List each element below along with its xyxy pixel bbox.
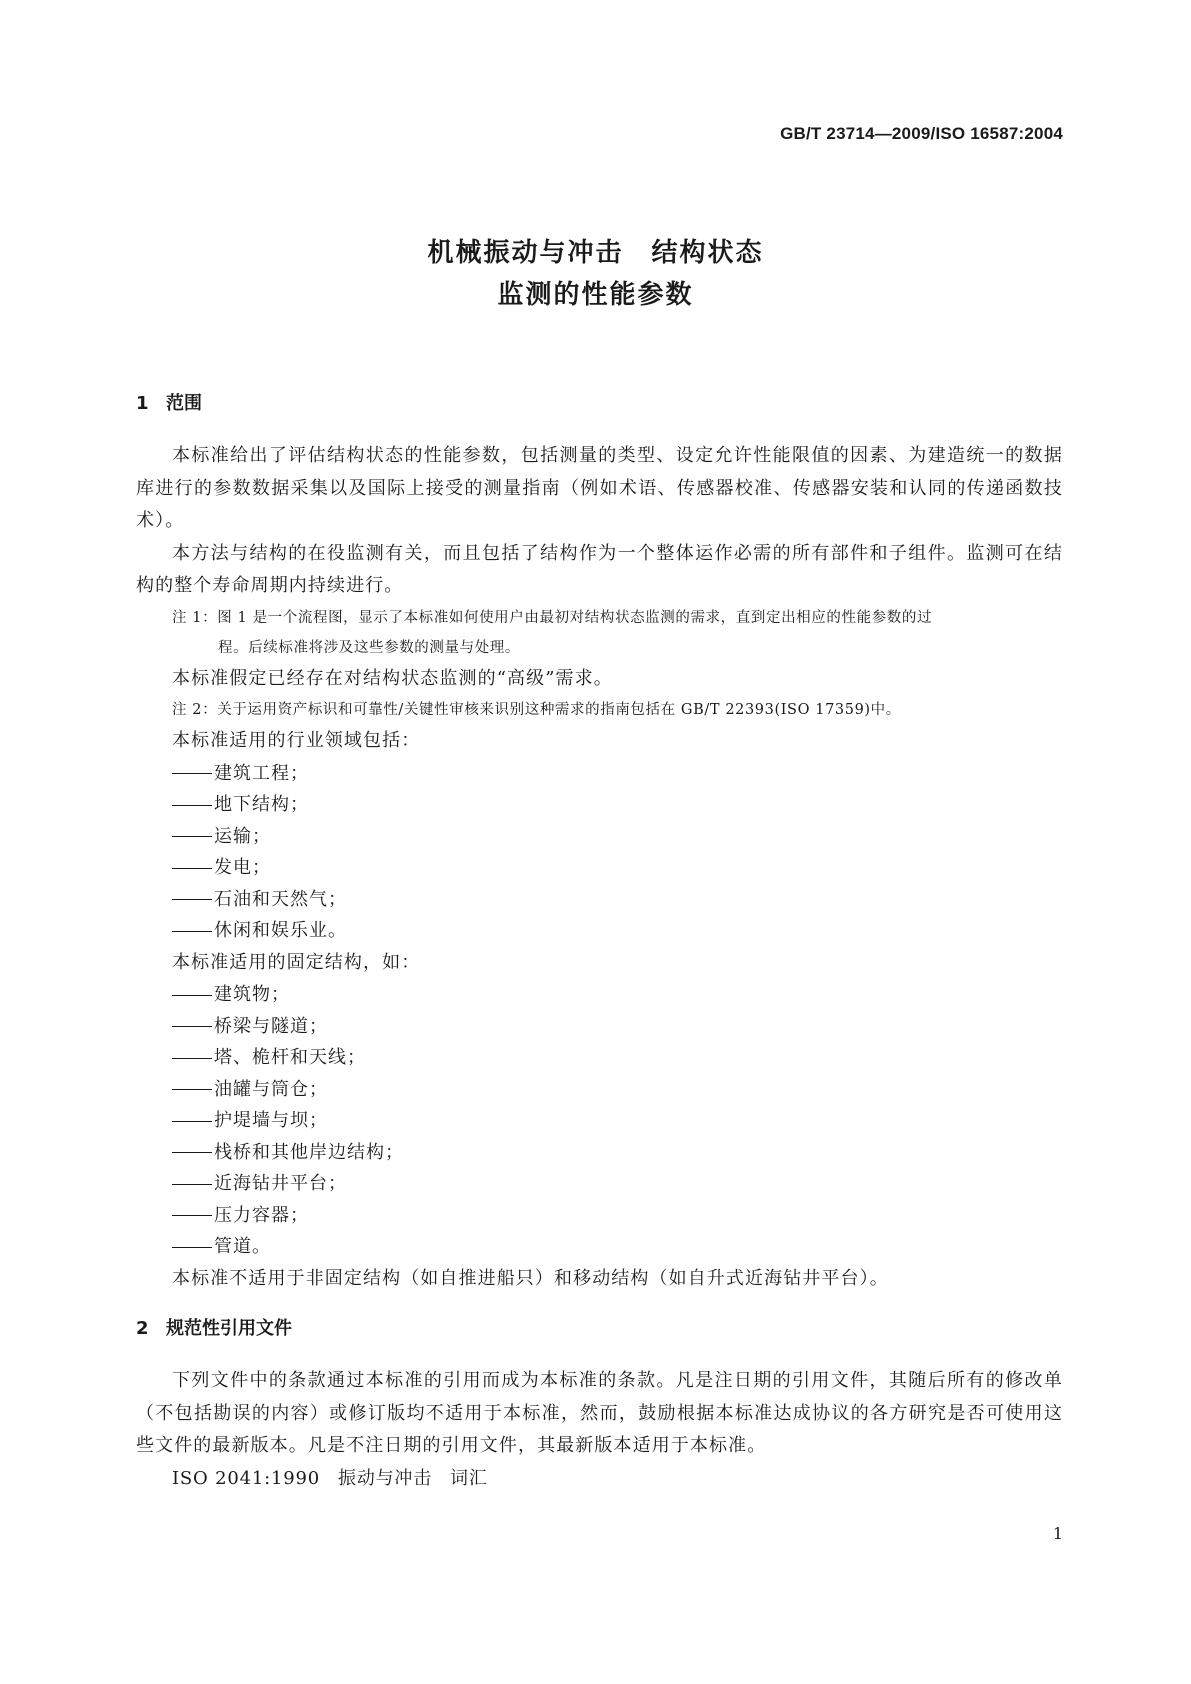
list-item: 发电；	[136, 852, 1063, 884]
note-1-line-1: 注 1：图 1 是一个流程图，显示了本标准如何使用户由最初对结构状态监测的需求，直到定出相应的性能参数的过	[172, 609, 933, 626]
list-item: 近海钻井平台；	[136, 1168, 1063, 1200]
document-title	[0, 232, 1191, 316]
list-item: 运输；	[136, 821, 1063, 853]
list-item: 休闲和娱乐业。	[136, 915, 1063, 947]
reference-title: 振动与冲击	[338, 1467, 433, 1489]
section-title: 范围	[166, 393, 202, 414]
structure-list	[136, 979, 1063, 1263]
title-line-1: 机械振动与冲击 结构状态	[427, 238, 764, 268]
section-number: 1	[136, 393, 149, 414]
section-1-heading	[136, 388, 1063, 420]
list-item: 管道。	[136, 1231, 1063, 1263]
paragraph: 本标准不适用于非固定结构（如自推进船只）和移动结构（如自升式近海钻井平台）。	[172, 1267, 889, 1289]
title-line-2: 监测的性能参数	[497, 280, 694, 310]
paragraph: 本标准假定已经存在对结构状态监测的“高级”需求。	[172, 667, 613, 689]
industry-list	[136, 758, 1063, 947]
list-item: 压力容器；	[136, 1200, 1063, 1232]
paragraph: 下列文件中的条款通过本标准的引用而成为本标准的条款。凡是注日期的引用文件，其随后所有的修改单（不包括勘误的内容）或修订版均不适用于本标准，然而，鼓励根据本标准达成协议的各方研究是否可使用这些文件的最新版本。凡是不注日期的引用文件，其最新版本适用于本标准。	[136, 1370, 1063, 1456]
note-1	[136, 603, 1063, 663]
paragraph: 本方法与结构的在役监测有关，而且包括了结构作为一个整体运作必需的所有部件和子组件。监测可在结构的整个寿命周期内持续进行。	[136, 542, 1063, 596]
list-item: 地下结构；	[136, 789, 1063, 821]
note-1-line-2: 程。后续标准将涉及这些参数的测量与处理。	[218, 639, 520, 656]
list-item: 护堤墙与坝；	[136, 1105, 1063, 1137]
paragraph: 本标准适用的固定结构，如：	[172, 951, 421, 973]
reference-subtitle: 词汇	[450, 1467, 488, 1489]
list-item: 塔、桅杆和天线；	[136, 1042, 1063, 1074]
normative-reference	[136, 1463, 1063, 1495]
list-item: 石油和天然气；	[136, 884, 1063, 916]
list-item: 桥梁与隧道；	[136, 1011, 1063, 1043]
section-title: 规范性引用文件	[166, 1318, 292, 1339]
list-item: 建筑物；	[136, 979, 1063, 1011]
document-body	[136, 388, 1063, 1495]
standard-code: GB/T 23714—2009/ISO 16587:2004	[780, 124, 1063, 143]
section-number: 2	[136, 1318, 149, 1339]
note-2: 注 2：关于运用资产标识和可靠性/关键性审核来识别这种需求的指南包括在 GB/T 22393(ISO 17359)中。	[172, 702, 901, 718]
paragraph: 本标准适用的行业领域包括：	[172, 730, 421, 751]
section-2-heading	[136, 1313, 1063, 1345]
list-item: 建筑工程；	[136, 758, 1063, 790]
paragraph: 本标准给出了评估结构状态的性能参数，包括测量的类型、设定允许性能限值的因素、为建造统一的数据库进行的参数数据采集以及国际上接受的测量指南（例如术语、传感器校准、传感器安装和认同的传递函数技术）。	[136, 445, 1063, 531]
list-item: 栈桥和其他岸边结构；	[136, 1137, 1063, 1169]
reference-code: ISO 2041:1990	[172, 1467, 321, 1489]
page-number: 1	[1052, 1524, 1063, 1543]
list-item: 油罐与筒仓；	[136, 1074, 1063, 1106]
